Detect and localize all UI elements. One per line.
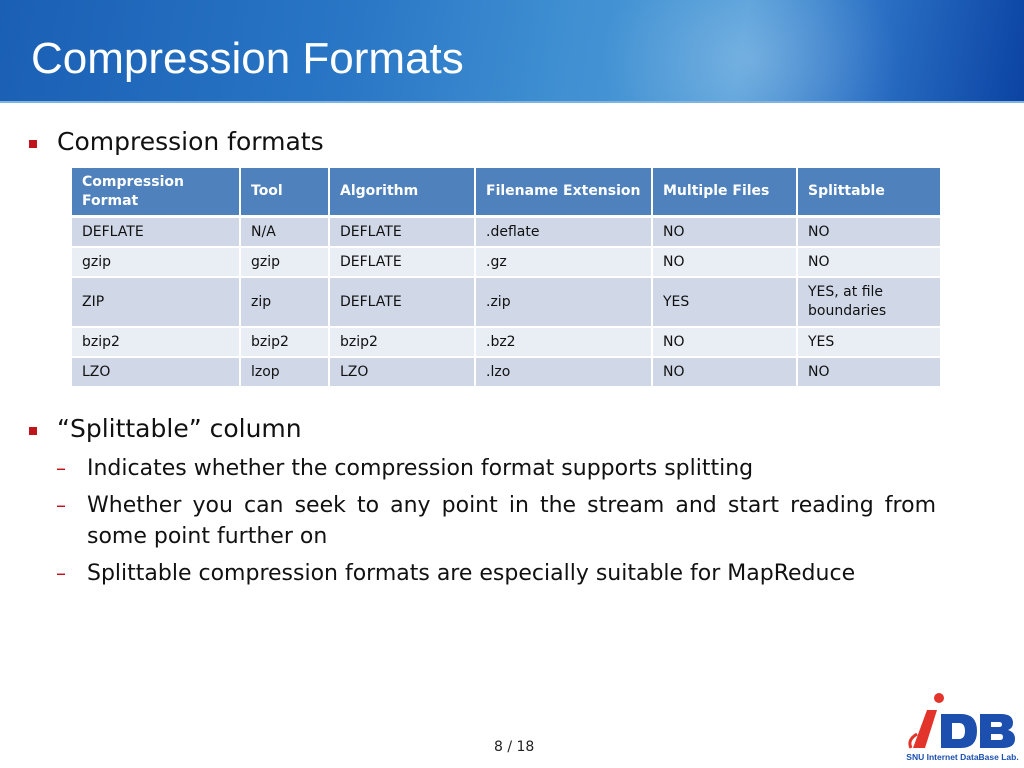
sub-bullet-text: Splittable compression formats are especially suitable for MapReduce — [87, 561, 856, 586]
cell-algorithm: DEFLATE — [330, 218, 476, 248]
table-row — [72, 218, 940, 248]
logo-caption: SNU Internet DataBase Lab. — [906, 752, 1019, 762]
cell-splittable: NO — [798, 358, 940, 388]
cell-extension: .zip — [476, 278, 653, 328]
cell-algorithm: LZO — [330, 358, 476, 388]
cell-algorithm: DEFLATE — [330, 278, 476, 328]
square-bullet-icon — [29, 427, 37, 435]
sub-bullet-indicates — [56, 453, 936, 484]
sub-bullet-seek — [56, 490, 936, 552]
cell-format: DEFLATE — [72, 218, 241, 248]
idb-logo-icon — [905, 690, 1020, 752]
slide-header — [0, 0, 1024, 103]
cell-extension: .lzo — [476, 358, 653, 388]
sub-bullet-text: Whether you can seek to any point in the stream and start reading from some point further on — [87, 493, 936, 549]
cell-multiple-files: NO — [653, 328, 798, 358]
cell-splittable: NO — [798, 218, 940, 248]
cell-tool: bzip2 — [241, 328, 330, 358]
header-tool: Tool — [241, 168, 330, 218]
page-number: 8 / 18 — [494, 739, 535, 755]
cell-algorithm: DEFLATE — [330, 248, 476, 278]
cell-extension: .bz2 — [476, 328, 653, 358]
table-header-row — [72, 168, 940, 218]
cell-tool: zip — [241, 278, 330, 328]
cell-splittable: NO — [798, 248, 940, 278]
sub-bullet-mapreduce — [56, 558, 936, 589]
bullet-text: Compression formats — [57, 127, 324, 156]
header-filename-extension: Filename Extension — [476, 168, 653, 218]
table-row — [72, 358, 940, 388]
cell-tool: lzop — [241, 358, 330, 388]
bullet-compression-formats — [29, 127, 324, 156]
sub-bullet-text: Indicates whether the compression format supports splitting — [87, 456, 754, 481]
bullet-text: “Splittable” column — [57, 414, 302, 443]
cell-tool: gzip — [241, 248, 330, 278]
table-row — [72, 328, 940, 358]
header-algorithm: Algorithm — [330, 168, 476, 218]
table-row — [72, 248, 940, 278]
dash-bullet-icon: – — [56, 456, 66, 480]
dash-bullet-icon: – — [56, 493, 66, 517]
cell-format: ZIP — [72, 278, 241, 328]
header-glow — [600, 0, 900, 103]
cell-multiple-files: NO — [653, 218, 798, 248]
cell-multiple-files: YES — [653, 278, 798, 328]
cell-extension: .deflate — [476, 218, 653, 248]
idb-logo — [905, 690, 1020, 765]
compression-formats-table — [72, 168, 940, 388]
cell-multiple-files: NO — [653, 248, 798, 278]
cell-tool: N/A — [241, 218, 330, 248]
cell-format: LZO — [72, 358, 241, 388]
cell-algorithm: bzip2 — [330, 328, 476, 358]
cell-format: gzip — [72, 248, 241, 278]
cell-format: bzip2 — [72, 328, 241, 358]
header-multiple-files: Multiple Files — [653, 168, 798, 218]
dash-bullet-icon: – — [56, 561, 66, 585]
slide-title: Compression Formats — [31, 34, 464, 83]
square-bullet-icon — [29, 140, 37, 148]
header-splittable: Splittable — [798, 168, 940, 218]
cell-splittable: YES — [798, 328, 940, 358]
header-compression-format: Compression Format — [72, 168, 241, 218]
cell-splittable: YES, at file boundaries — [798, 278, 940, 328]
cell-multiple-files: NO — [653, 358, 798, 388]
table-row — [72, 278, 940, 328]
cell-extension: .gz — [476, 248, 653, 278]
bullet-splittable-column — [29, 414, 302, 443]
